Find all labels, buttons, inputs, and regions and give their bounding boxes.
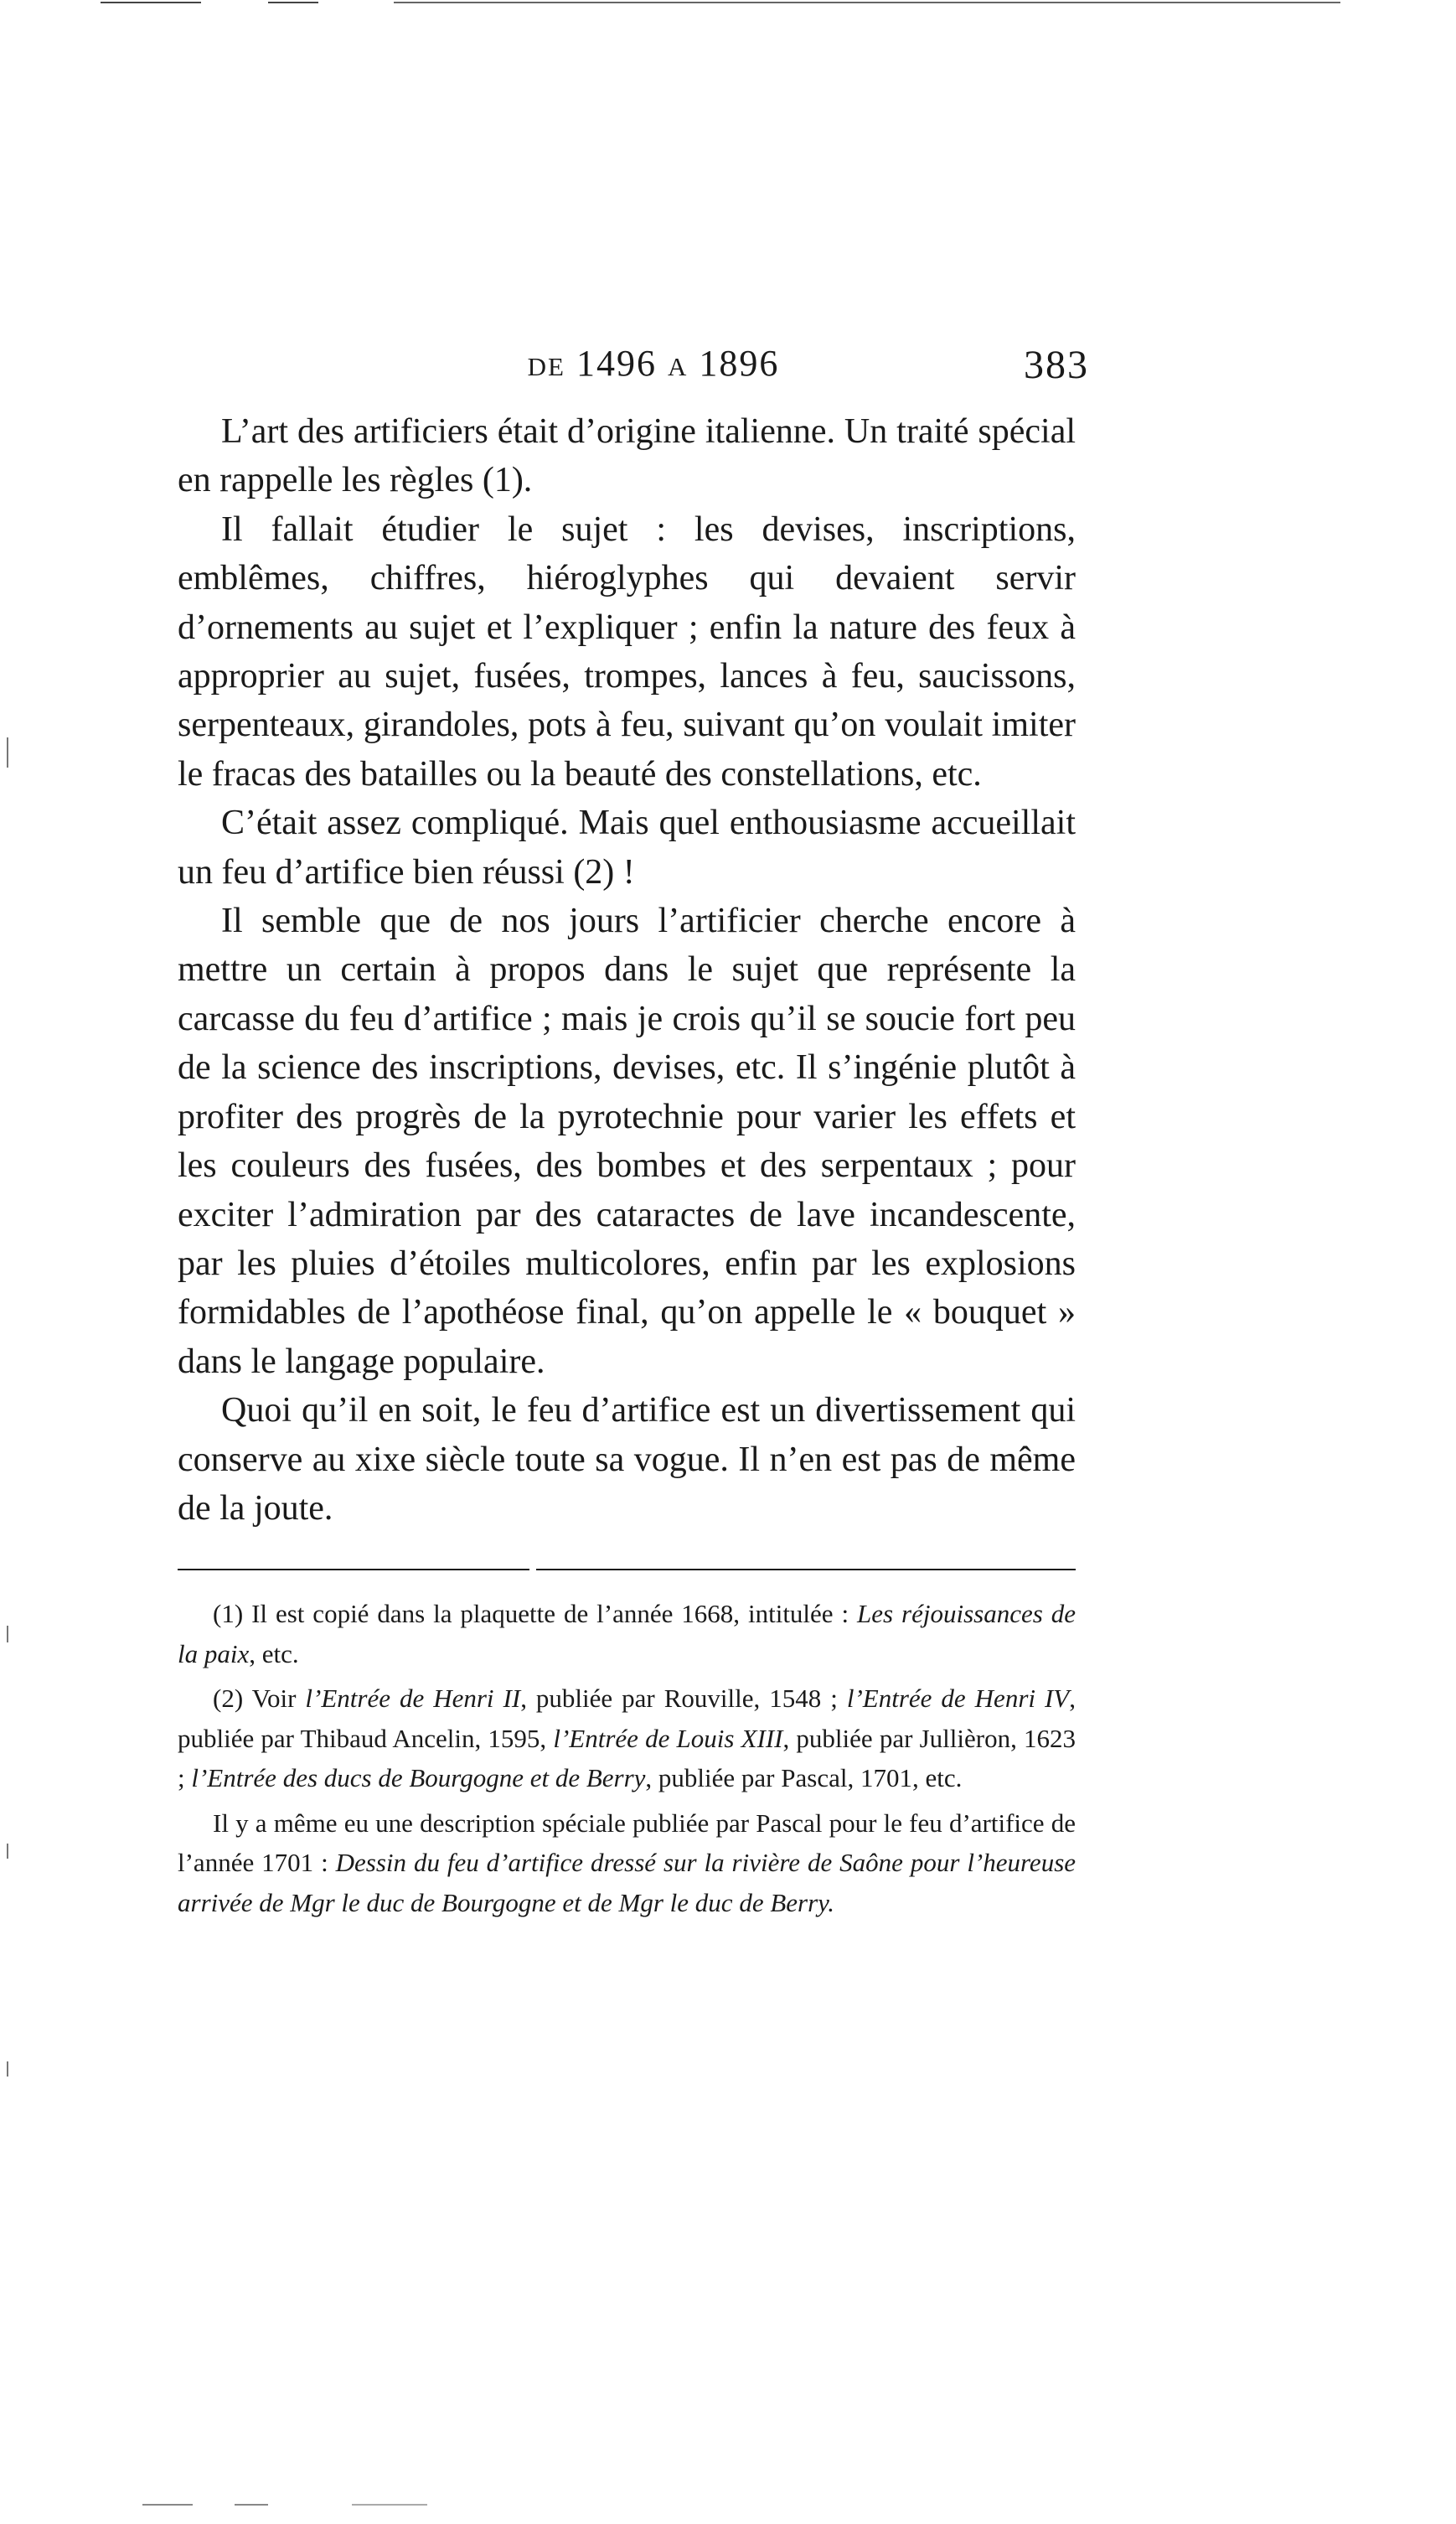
footnote-title-italic: l’Entrée des ducs de Bourgogne et de Berry (191, 1763, 646, 1792)
scan-artifact-line (235, 2504, 268, 2506)
footnote-title-italic: l’Entrée de Henri IV (846, 1684, 1070, 1713)
footnote-3 (178, 1803, 1076, 1923)
running-head (218, 342, 1089, 392)
footnote-text: , publiée par Pascal, 1701, etc. (645, 1763, 963, 1792)
footnote-title-italic: l’Entrée de Louis XIII (553, 1723, 783, 1753)
paragraph: C’était assez compliqué. Mais quel enthousiasme accueillait un feu d’artifice bien réussi (2) ! (178, 804, 1076, 892)
scan-artifact-line (101, 2, 201, 3)
footnote-text: , publiée par Rouville, 1548 ; (520, 1684, 847, 1713)
running-head-title: de 1496 a 1896 (527, 343, 780, 384)
scan-artifact-line (394, 2, 1340, 3)
scan-artifact-tick (7, 2061, 8, 2077)
separator-gap (529, 1569, 536, 1570)
footnotes (178, 1594, 1076, 1927)
page-number: 383 (1024, 343, 1089, 387)
footnote-text: (1) Il est copié dans la plaquette de l’année 1668, intitulée : (213, 1599, 858, 1628)
scan-artifact-tick (7, 1844, 8, 1859)
paragraph: Quoi qu’il en soit, le feu d’artifice est un divertissement qui conserve au xixe siècle toute sa vogue. Il n’en est pas de même de la joute. (178, 1391, 1076, 1528)
footnote-2 (178, 1678, 1076, 1798)
footnote-text: , etc. (249, 1638, 299, 1668)
footnote-separator (178, 1569, 1076, 1570)
scan-artifact-tick (7, 737, 8, 768)
footnote-title-italic: Dessin du feu d’artifice dressé sur la rivière de Saône pour l’heureuse arrivée de Mgr le duc de Bourgogne et de Mgr le duc de Berry. (178, 1848, 1077, 1917)
paragraph: Il fallait étudier le sujet : les devises, inscriptions, emblêmes, chiffres, hiéroglyphes qui devaient servir d’ornements au sujet et l’expliquer ; enfin la nature des feux à approprier au sujet, fusées, trompes, lances à feu, saucissons, serpenteaux, girandoles, pots à feu, suivant qu’on voulait imiter le fracas des batailles ou la beauté des constellations, etc. (178, 509, 1076, 794)
paragraph: L’art des artificiers était d’origine italienne. Un traité spécial en rappelle les règles (1). (178, 412, 1076, 500)
scan-artifact-line (352, 2504, 427, 2506)
footnote-text: (2) Voir (213, 1684, 306, 1713)
scan-artifact-line (268, 2, 318, 3)
scan-artifact-tick (7, 1626, 8, 1642)
body-text (178, 407, 1076, 1533)
footnote-title-italic: l’Entrée de Henri II (305, 1684, 521, 1713)
footnote-text: , publiée par Thibaud Ancelin, 1595, (178, 1684, 1076, 1753)
footnote-text: , publiée par Jullièron, 1623 ; (178, 1723, 1077, 1792)
footnote-1 (178, 1594, 1076, 1673)
scan-artifact-line (142, 2504, 193, 2506)
footnote-title-italic: Les réjouissances de la paix (178, 1599, 1076, 1668)
paragraph: Il semble que de nos jours l’artificier cherche encore à mettre un certain à propos dans le sujet que représente la carcasse du feu d’artifice ; mais je crois qu’il se soucie fort peu de la science des inscriptions, devises, etc. Il s’ingénie plutôt à profiter des progrès de la pyrotechnie pour varier les effets et les couleurs des fusées, des bombes et des serpentaux ; pour exciter l’admiration par des cataractes de lave incandescente, par les pluies d’étoiles multicolores, enfin par les explosions formidables de l’apothéose final, qu’on appelle le « bouquet » dans le langage populaire. (178, 902, 1076, 1381)
footnote-text: Il y a même eu une description spéciale publiée par Pascal pour le feu d’artifice de l’année 1701 : (178, 1808, 1076, 1877)
